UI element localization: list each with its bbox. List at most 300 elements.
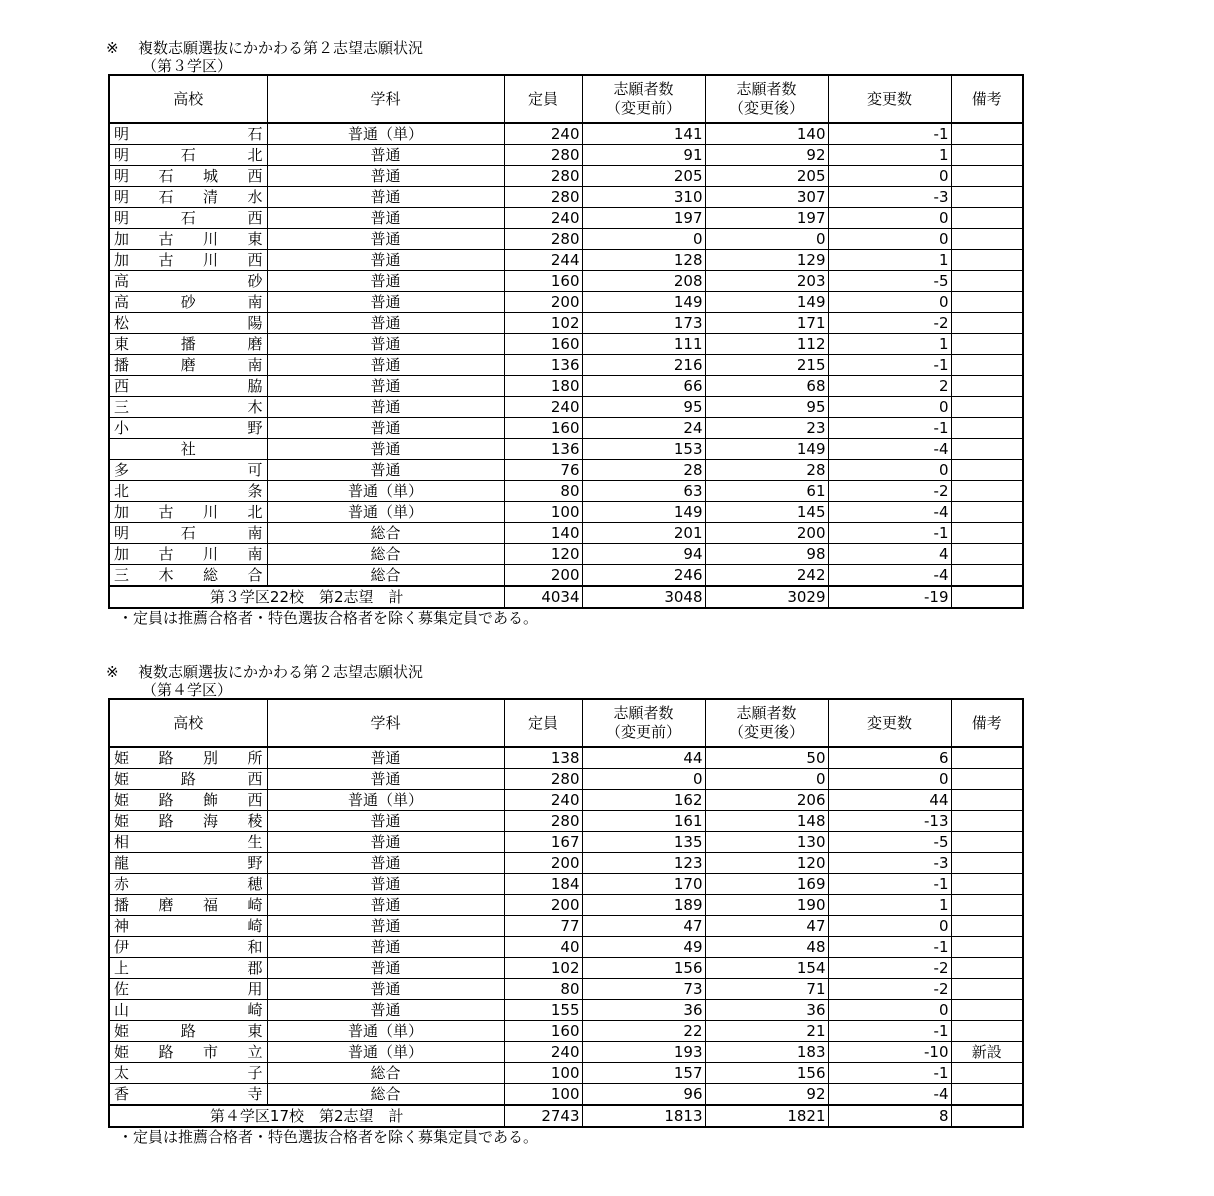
change-cell: 0 <box>828 229 951 250</box>
school-name-char: 伊 <box>114 938 130 956</box>
table-row <box>109 1042 1023 1063</box>
school-name-char: 東 <box>114 335 130 353</box>
school-name <box>114 544 263 564</box>
remarks-cell <box>951 916 1023 937</box>
school-name <box>114 355 263 375</box>
remarks-cell <box>951 292 1023 313</box>
applicants-before-cell: 161 <box>582 811 705 832</box>
department-cell: 普通 <box>267 208 504 229</box>
header-row <box>109 75 1023 123</box>
total-label: 第３学区22校 第2志望 計 <box>109 586 504 608</box>
school-name-char: 稜 <box>247 812 263 830</box>
column-header-remarks <box>951 699 1023 747</box>
department-cell: 普通（単） <box>267 790 504 811</box>
applicants-before-cell: 208 <box>582 271 705 292</box>
department-cell: 総合 <box>267 544 504 565</box>
capacity-cell: 100 <box>504 1063 582 1084</box>
school-name-cell <box>109 166 267 187</box>
school-name-char: 穂 <box>247 875 263 893</box>
column-header-text: （変更前） <box>605 99 681 117</box>
applicants-before-cell: 205 <box>582 166 705 187</box>
school-name-cell <box>109 460 267 481</box>
table-row <box>109 502 1023 523</box>
school-name-cell <box>109 832 267 853</box>
school-name-cell <box>109 958 267 979</box>
remarks-cell <box>951 376 1023 397</box>
change-cell: -10 <box>828 1042 951 1063</box>
school-name-cell <box>109 502 267 523</box>
department-cell: 普通 <box>267 874 504 895</box>
school-name-char: 子 <box>247 1064 263 1082</box>
table-row <box>109 292 1023 313</box>
school-name-char: 神 <box>114 917 130 935</box>
applicants-after-cell: 129 <box>705 250 828 271</box>
school-name-char: 路 <box>180 1022 196 1040</box>
school-name-char: 磨 <box>158 896 174 914</box>
school-name <box>114 916 263 936</box>
change-cell: -3 <box>828 187 951 208</box>
total-applicants-after: 3029 <box>705 586 828 608</box>
change-cell: 1 <box>828 334 951 355</box>
change-cell: 4 <box>828 544 951 565</box>
remarks-cell <box>951 769 1023 790</box>
applicants-after-cell: 149 <box>705 439 828 460</box>
total-applicants-before: 1813 <box>582 1105 705 1127</box>
capacity-cell: 167 <box>504 832 582 853</box>
column-header-applicants-before <box>582 699 705 747</box>
school-name-cell <box>109 1063 267 1084</box>
remarks-cell: 新設 <box>951 1042 1023 1063</box>
department-cell: 総合 <box>267 523 504 544</box>
footnote: ・定員は推薦合格者・特色選抜合格者を除く募集定員である。 <box>118 1128 539 1146</box>
table-row <box>109 853 1023 874</box>
school-name-char: 南 <box>247 356 263 374</box>
school-name-char: 姫 <box>114 812 130 830</box>
total-change: 8 <box>828 1105 951 1127</box>
table-row <box>109 747 1023 769</box>
department-cell: 普通（単） <box>267 1021 504 1042</box>
school-name <box>114 334 263 354</box>
school-name-cell <box>109 334 267 355</box>
table-row <box>109 565 1023 587</box>
school-name-char: 播 <box>114 356 130 374</box>
school-name-cell <box>109 1021 267 1042</box>
column-header-department <box>267 75 504 123</box>
table-row <box>109 544 1023 565</box>
school-name-char: 三 <box>114 398 130 416</box>
capacity-cell: 280 <box>504 145 582 166</box>
change-cell: -1 <box>828 523 951 544</box>
school-name-char: 相 <box>114 833 130 851</box>
remarks-cell <box>951 418 1023 439</box>
table-row <box>109 523 1023 544</box>
department-cell: 普通 <box>267 895 504 916</box>
school-name-cell <box>109 250 267 271</box>
school-name-char: 上 <box>114 959 130 977</box>
remarks-cell <box>951 250 1023 271</box>
change-cell: -1 <box>828 355 951 376</box>
applicants-after-cell: 130 <box>705 832 828 853</box>
applicants-before-cell: 96 <box>582 1084 705 1106</box>
school-name <box>114 145 263 165</box>
total-remarks <box>951 1105 1023 1127</box>
applicants-before-cell: 189 <box>582 895 705 916</box>
remarks-cell <box>951 747 1023 769</box>
column-header-text: 学科 <box>370 713 401 732</box>
column-header-text: 備考 <box>971 713 1002 732</box>
capacity-cell: 136 <box>504 439 582 460</box>
school-name-cell <box>109 397 267 418</box>
school-name-char: 香 <box>114 1085 130 1103</box>
school-name-char: 加 <box>114 503 130 521</box>
school-name-char: 石 <box>180 146 196 164</box>
capacity-cell: 77 <box>504 916 582 937</box>
column-header-applicants-after <box>705 699 828 747</box>
capacity-cell: 200 <box>504 895 582 916</box>
applicants-after-cell: 183 <box>705 1042 828 1063</box>
school-name-char: 西 <box>247 209 263 227</box>
change-cell: -5 <box>828 832 951 853</box>
table-row <box>109 145 1023 166</box>
column-header-text: 志願者数 <box>613 704 674 722</box>
total-row <box>109 586 1023 608</box>
school-name-char: 合 <box>247 566 263 584</box>
capacity-cell: 155 <box>504 1000 582 1021</box>
department-cell: 普通 <box>267 853 504 874</box>
column-header-applicants-before <box>582 75 705 123</box>
department-cell: 普通（単） <box>267 1042 504 1063</box>
school-name-char: 崎 <box>247 1001 263 1019</box>
applicants-before-cell: 73 <box>582 979 705 1000</box>
department-cell: 普通（単） <box>267 123 504 145</box>
school-name-char: 龍 <box>114 854 130 872</box>
change-cell: -1 <box>828 1021 951 1042</box>
table-row <box>109 832 1023 853</box>
applicants-after-cell: 171 <box>705 313 828 334</box>
school-name <box>114 1042 263 1062</box>
school-name-char: 崎 <box>247 896 263 914</box>
applicants-after-cell: 50 <box>705 747 828 769</box>
remarks-cell <box>951 481 1023 502</box>
school-name-cell <box>109 1042 267 1063</box>
column-header-department <box>267 699 504 747</box>
change-cell: 2 <box>828 376 951 397</box>
table-row <box>109 790 1023 811</box>
total-applicants-before: 3048 <box>582 586 705 608</box>
capacity-cell: 136 <box>504 355 582 376</box>
school-name-char: 北 <box>247 146 263 164</box>
school-name-char: 砂 <box>180 293 196 311</box>
remarks-cell <box>951 832 1023 853</box>
column-header-applicants-after <box>705 75 828 123</box>
capacity-cell: 80 <box>504 481 582 502</box>
school-name <box>114 811 263 831</box>
school-name <box>114 124 263 144</box>
applicants-before-cell: 193 <box>582 1042 705 1063</box>
school-name-char: 明 <box>114 125 130 143</box>
applicants-after-cell: 140 <box>705 123 828 145</box>
school-name-char: 路 <box>180 770 196 788</box>
change-cell: 1 <box>828 250 951 271</box>
school-name-char: 三 <box>114 566 130 584</box>
column-header-capacity <box>504 699 582 747</box>
school-name-cell <box>109 979 267 1000</box>
school-name-char: 太 <box>114 1064 130 1082</box>
school-name <box>114 271 263 291</box>
school-name-cell <box>109 874 267 895</box>
column-header-text: 定員 <box>527 713 558 732</box>
school-name-char: 木 <box>247 398 263 416</box>
remarks-cell <box>951 979 1023 1000</box>
table-row <box>109 313 1023 334</box>
section-title: 複数志願選抜にかかわる第２志望志願状況 <box>138 663 424 681</box>
school-name-char: 石 <box>158 167 174 185</box>
school-name <box>114 460 263 480</box>
section-district-4 <box>108 662 1024 1146</box>
applicants-after-cell: 68 <box>705 376 828 397</box>
school-name-cell <box>109 811 267 832</box>
school-name-char: 川 <box>202 251 218 269</box>
applicants-after-cell: 21 <box>705 1021 828 1042</box>
total-applicants-after: 1821 <box>705 1105 828 1127</box>
school-name-cell <box>109 418 267 439</box>
school-name-cell <box>109 769 267 790</box>
school-name-char: 古 <box>158 545 174 563</box>
applicants-after-cell: 169 <box>705 874 828 895</box>
capacity-cell: 240 <box>504 1042 582 1063</box>
school-name-char: 西 <box>247 251 263 269</box>
table-row <box>109 208 1023 229</box>
table-row <box>109 1063 1023 1084</box>
department-cell: 普通 <box>267 916 504 937</box>
department-cell: 普通 <box>267 166 504 187</box>
applicants-after-cell: 215 <box>705 355 828 376</box>
school-name-cell <box>109 208 267 229</box>
school-name-char: 用 <box>247 980 263 998</box>
applicants-before-cell: 44 <box>582 747 705 769</box>
school-name <box>114 1021 263 1041</box>
school-name-char: 清 <box>202 188 218 206</box>
table-row <box>109 916 1023 937</box>
table-row <box>109 874 1023 895</box>
school-name-char: 水 <box>247 188 263 206</box>
capacity-cell: 244 <box>504 250 582 271</box>
applicants-before-cell: 162 <box>582 790 705 811</box>
school-name-char: 南 <box>247 524 263 542</box>
column-header-school <box>109 699 267 747</box>
change-cell: 0 <box>828 769 951 790</box>
school-name <box>114 292 263 312</box>
capacity-cell: 280 <box>504 811 582 832</box>
capacity-cell: 80 <box>504 979 582 1000</box>
department-cell: 総合 <box>267 1084 504 1106</box>
applicants-before-cell: 157 <box>582 1063 705 1084</box>
column-header-text: 学科 <box>370 89 401 108</box>
applicants-before-cell: 123 <box>582 853 705 874</box>
applicants-before-cell: 149 <box>582 292 705 313</box>
remarks-cell <box>951 166 1023 187</box>
school-name-char: 松 <box>114 314 130 332</box>
remarks-cell <box>951 1000 1023 1021</box>
applicants-before-cell: 95 <box>582 397 705 418</box>
school-name <box>114 832 263 852</box>
remarks-cell <box>951 460 1023 481</box>
school-name-char: 東 <box>247 230 263 248</box>
capacity-cell: 240 <box>504 790 582 811</box>
capacity-cell: 280 <box>504 187 582 208</box>
change-cell: -1 <box>828 418 951 439</box>
capacity-cell: 76 <box>504 460 582 481</box>
school-name-char: 崎 <box>247 917 263 935</box>
table-row <box>109 460 1023 481</box>
capacity-cell: 184 <box>504 874 582 895</box>
column-header-text: （変更後） <box>728 99 804 117</box>
capacity-cell: 180 <box>504 376 582 397</box>
table-row <box>109 271 1023 292</box>
table-row <box>109 166 1023 187</box>
capacity-cell: 240 <box>504 397 582 418</box>
department-cell: 総合 <box>267 565 504 587</box>
change-cell: -1 <box>828 123 951 145</box>
school-name-char: 南 <box>247 293 263 311</box>
table-row <box>109 187 1023 208</box>
school-name <box>114 748 263 768</box>
school-name-cell <box>109 565 267 587</box>
section-heading <box>108 38 1024 58</box>
department-cell: 普通 <box>267 313 504 334</box>
school-name <box>114 565 263 585</box>
column-header-capacity <box>504 75 582 123</box>
change-cell: 0 <box>828 208 951 229</box>
school-name-char: 古 <box>158 251 174 269</box>
school-name-char: 磨 <box>247 335 263 353</box>
capacity-cell: 280 <box>504 166 582 187</box>
department-cell: 普通 <box>267 811 504 832</box>
school-name <box>114 1084 263 1104</box>
school-name-char: 高 <box>114 293 130 311</box>
table-row <box>109 397 1023 418</box>
department-cell: 普通 <box>267 376 504 397</box>
remarks-cell <box>951 523 1023 544</box>
school-name-cell <box>109 1084 267 1106</box>
applicants-before-cell: 24 <box>582 418 705 439</box>
table-row <box>109 439 1023 460</box>
change-cell: 1 <box>828 145 951 166</box>
school-name-cell <box>109 355 267 376</box>
school-name-char: 小 <box>114 419 130 437</box>
table-row <box>109 958 1023 979</box>
school-name-cell <box>109 1000 267 1021</box>
applicants-after-cell: 28 <box>705 460 828 481</box>
department-cell: 普通 <box>267 979 504 1000</box>
remarks-cell <box>951 958 1023 979</box>
change-cell: -3 <box>828 853 951 874</box>
remarks-cell <box>951 565 1023 587</box>
school-name <box>114 418 263 438</box>
remarks-cell <box>951 937 1023 958</box>
footnote: ・定員は推薦合格者・特色選抜合格者を除く募集定員である。 <box>118 609 539 627</box>
applicants-before-cell: 197 <box>582 208 705 229</box>
table-row <box>109 481 1023 502</box>
applicants-before-cell: 170 <box>582 874 705 895</box>
remarks-cell <box>951 439 1023 460</box>
column-header-text: 志願者数 <box>736 704 797 722</box>
school-name-char: 高 <box>114 272 130 290</box>
header-row <box>109 699 1023 747</box>
applicants-after-cell: 190 <box>705 895 828 916</box>
school-name-char: 姫 <box>114 791 130 809</box>
change-cell: 0 <box>828 460 951 481</box>
table-row <box>109 418 1023 439</box>
school-name <box>114 481 263 501</box>
applicants-after-cell: 61 <box>705 481 828 502</box>
section-title: 複数志願選抜にかかわる第２志望志願状況 <box>138 39 424 57</box>
school-name-char: 市 <box>202 1043 218 1061</box>
school-name <box>114 439 263 459</box>
school-name-cell <box>109 292 267 313</box>
remarks-cell <box>951 1084 1023 1106</box>
applicants-after-cell: 242 <box>705 565 828 587</box>
applicants-after-cell: 71 <box>705 979 828 1000</box>
department-cell: 普通 <box>267 418 504 439</box>
table-row <box>109 769 1023 790</box>
change-cell: 6 <box>828 747 951 769</box>
change-cell: -4 <box>828 1084 951 1106</box>
school-name <box>114 208 263 228</box>
school-name-char: 姫 <box>114 749 130 767</box>
change-cell: -2 <box>828 313 951 334</box>
applicants-before-cell: 173 <box>582 313 705 334</box>
school-name-char: 北 <box>247 503 263 521</box>
school-name-char: 明 <box>114 167 130 185</box>
school-name-char: 姫 <box>114 1022 130 1040</box>
department-cell: 総合 <box>267 1063 504 1084</box>
school-name-char: 所 <box>247 749 263 767</box>
table-row <box>109 895 1023 916</box>
capacity-cell: 102 <box>504 313 582 334</box>
change-cell: 0 <box>828 292 951 313</box>
capacity-cell: 280 <box>504 769 582 790</box>
department-cell: 普通 <box>267 292 504 313</box>
total-change: -19 <box>828 586 951 608</box>
department-cell: 普通 <box>267 187 504 208</box>
applicants-after-cell: 197 <box>705 208 828 229</box>
applicants-before-cell: 94 <box>582 544 705 565</box>
applicants-after-cell: 48 <box>705 937 828 958</box>
remarks-cell <box>951 145 1023 166</box>
applicants-after-cell: 154 <box>705 958 828 979</box>
capacity-cell: 240 <box>504 208 582 229</box>
school-name-char: 和 <box>247 938 263 956</box>
remarks-cell <box>951 229 1023 250</box>
change-cell: 1 <box>828 895 951 916</box>
applicants-before-cell: 111 <box>582 334 705 355</box>
applicants-before-cell: 201 <box>582 523 705 544</box>
change-cell: -1 <box>828 874 951 895</box>
remarks-cell <box>951 397 1023 418</box>
school-name-cell <box>109 229 267 250</box>
department-cell: 普通 <box>267 355 504 376</box>
school-name-cell <box>109 523 267 544</box>
applicants-before-cell: 128 <box>582 250 705 271</box>
capacity-cell: 160 <box>504 271 582 292</box>
school-name-cell <box>109 790 267 811</box>
table-row <box>109 376 1023 397</box>
total-remarks <box>951 586 1023 608</box>
applicants-after-cell: 36 <box>705 1000 828 1021</box>
school-name-char: 生 <box>247 833 263 851</box>
school-name-char: 石 <box>180 524 196 542</box>
